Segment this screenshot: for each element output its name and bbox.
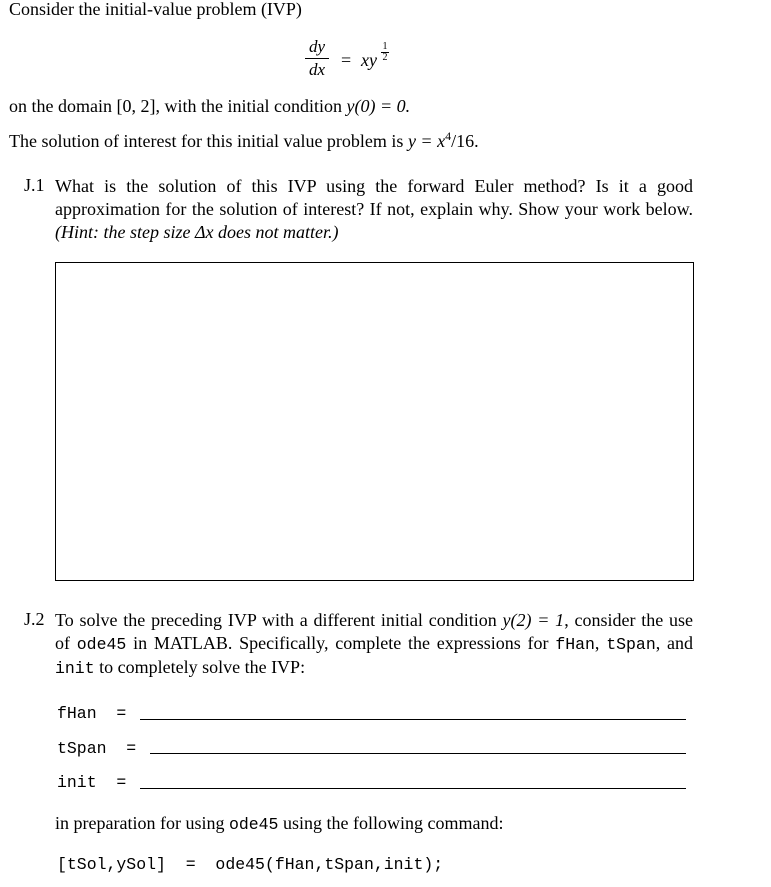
derivative-denominator: dx — [308, 60, 326, 79]
domain-line: on the domain [0, 2], with the initial condition y(0) = 0. — [9, 96, 411, 116]
tspan-label: tSpan = — [57, 739, 137, 758]
question-j1-number: J.1 — [24, 175, 45, 195]
question-j2-text: To solve the preceding IVP with a different initial condition y(2) = 1, consider the use of ode45 in MATLAB. Specifically, complete the expressions for fHan, tSpan, and init to completely solve the IVP: — [55, 610, 694, 678]
domain-value: [0, 2] — [116, 96, 156, 116]
solution-line: The solution of interest for this initial value problem is $y = x^4/16$. — [9, 129, 479, 151]
j1-answer-box[interactable] — [55, 262, 694, 581]
prep-line: in preparation for using ode45 using the following command: — [55, 813, 504, 834]
equation-rhs: xy — [361, 50, 377, 70]
intro-heading: Consider the initial-value problem (IVP) — [9, 0, 302, 19]
j2-condition: y(2) = 1 — [502, 610, 565, 630]
ode-equation — [305, 37, 445, 85]
fhan-blank[interactable] — [140, 719, 686, 720]
derivative-numerator: dy — [308, 37, 326, 56]
exponent-fraction: 1 2 — [382, 41, 388, 63]
question-j1-text: What is the solution of this IVP using the forward Euler method? Is it a good approximation for the solution of interest? If not, explain why. Show your work below. (Hint: the step size Δx does not matter.) — [55, 176, 693, 242]
init-label: init = — [57, 773, 127, 792]
question-j2-number: J.2 — [24, 609, 45, 629]
tspan-blank[interactable] — [150, 753, 686, 754]
ode45-command: [tSol,ySol] = ode45(fHan,tSpan,init); — [57, 855, 444, 874]
fhan-label: fHan = — [57, 704, 127, 723]
initial-condition: y(0) = 0. — [346, 96, 411, 116]
question-j1-hint: (Hint: the step size Δx does not matter.) — [55, 222, 339, 242]
init-blank[interactable] — [140, 788, 686, 789]
equation-equals: = — [341, 50, 352, 70]
